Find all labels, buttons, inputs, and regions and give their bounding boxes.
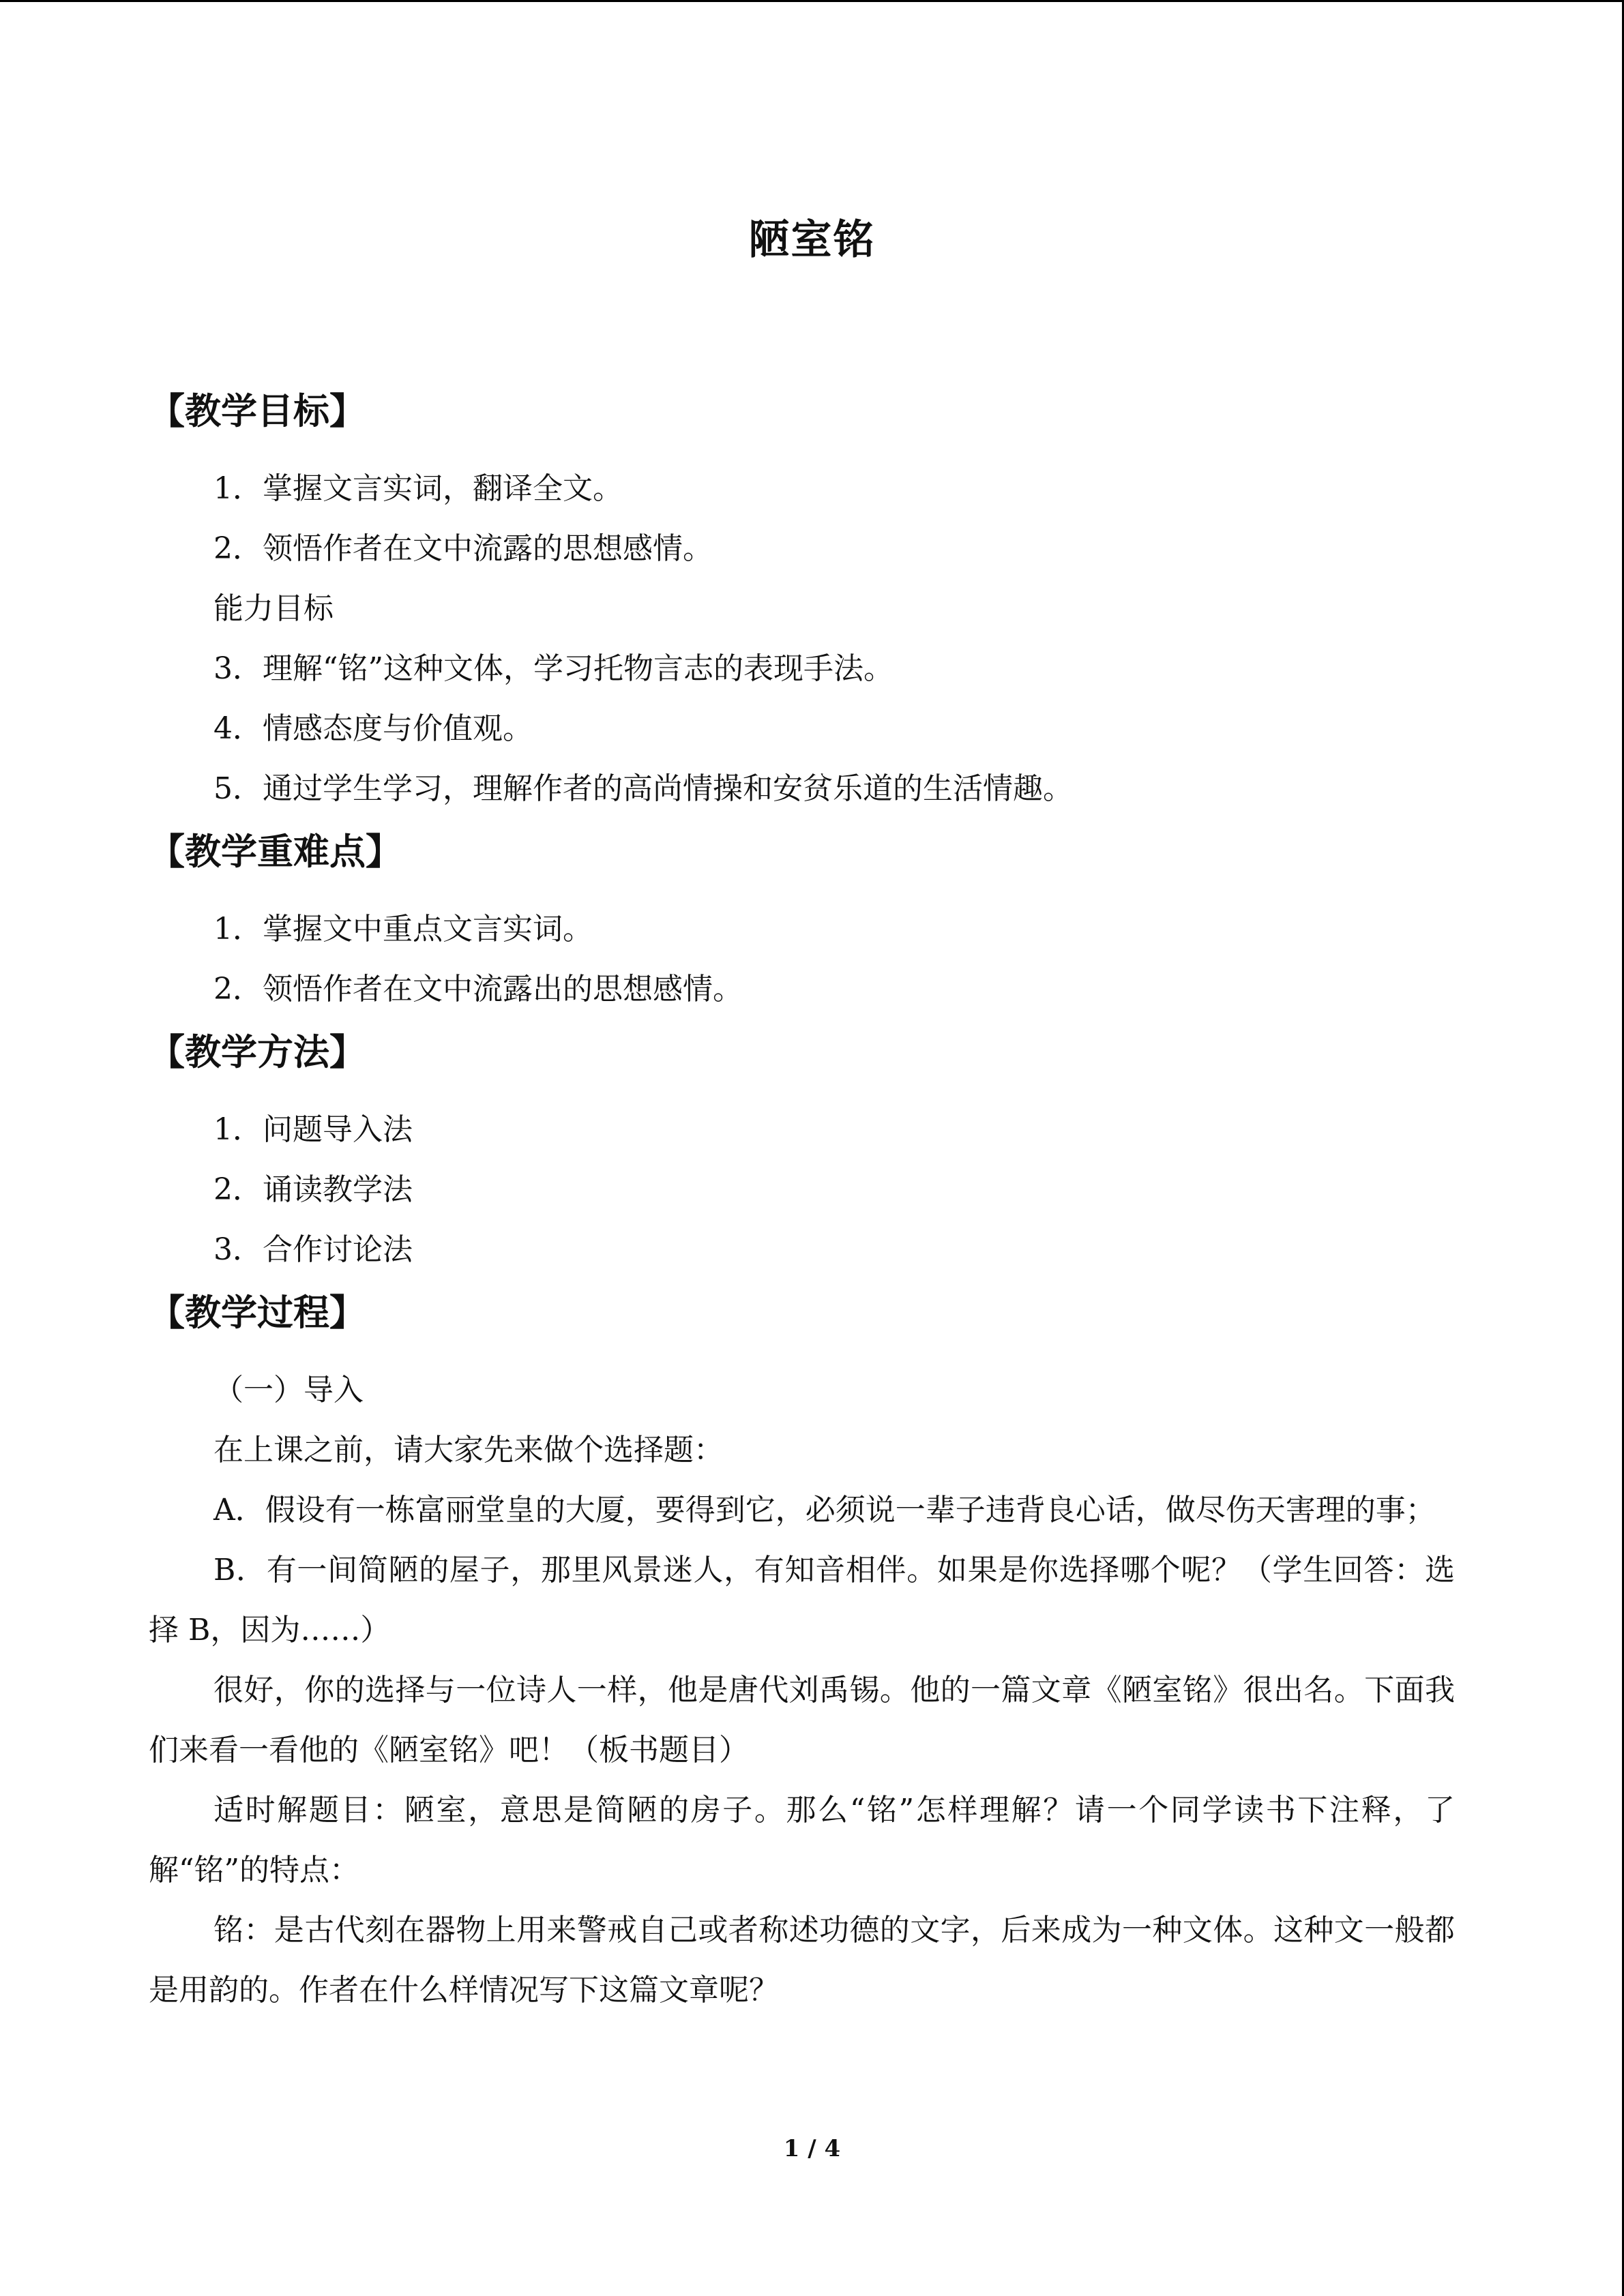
objectives-list [149,444,1455,819]
section-heading-process: 【教学过程】 [149,1292,366,1334]
list-item: 5．通过学生学习，理解作者的高尚情操和安贫乐道的生活情趣。 [213,771,1073,806]
page-number: 1 / 4 [783,2135,841,2162]
list-item: 1．掌握文中重点文言实词。 [213,912,593,946]
process-subheading: （一）导入 [213,1373,364,1407]
page-border-top [0,0,1624,2]
paragraph: A．假设有一栋富丽堂皇的大厦，要得到它，必须说一辈子违背良心话，做尽伤天害理的事； [213,1493,1436,1527]
section-heading-key-points: 【教学重难点】 [149,831,402,873]
process-body [149,1345,1455,2021]
list-item: 能力目标 [213,591,334,626]
document-body [149,378,1455,2021]
key-points-list [149,884,1455,1019]
paragraph: 在上课之前，请大家先来做个选择题： [213,1433,724,1467]
paragraph: 很好，你的选择与一位诗人一样，他是唐代刘禹锡。他的一篇文章《陋室铭》很出名。下面我们来看一看他的《陋室铭》吧！（板书题目） [149,1673,1455,1768]
list-item: 4．情感态度与价值观。 [213,711,533,746]
list-item: 3．理解“铭”这种文体，学习托物言志的表现手法。 [213,651,894,686]
list-item: 3．合作讨论法 [213,1232,413,1267]
list-item: 1．问题导入法 [213,1112,413,1147]
list-item: 1．掌握文言实词，翻译全文。 [213,471,623,506]
page-title: 陋室铭 [748,216,876,264]
paragraph: 铭：是古代刻在器物上用来警戒自己或者称述功德的文字，后来成为一种文体。这种文一般都是用韵的。作者在什么样情况写下这篇文章呢？ [149,1913,1455,2008]
paragraph: B．有一间简陋的屋子，那里风景迷人，有知音相伴。如果是你选择哪个呢？（学生回答：选择 B，因为……） [149,1553,1455,1648]
section-heading-objectives: 【教学目标】 [149,390,366,432]
list-item: 2．领悟作者在文中流露的思想感情。 [213,531,713,566]
methods-list [149,1085,1455,1280]
list-item: 2．领悟作者在文中流露出的思想感情。 [213,972,743,1007]
list-item: 2．诵读教学法 [213,1172,413,1207]
paragraph: 适时解题目：陋室，意思是简陋的房子。那么“铭”怎样理解？请一个同学读书下注释，了解“铭”的特点： [149,1793,1455,1888]
section-heading-methods: 【教学方法】 [149,1031,366,1073]
